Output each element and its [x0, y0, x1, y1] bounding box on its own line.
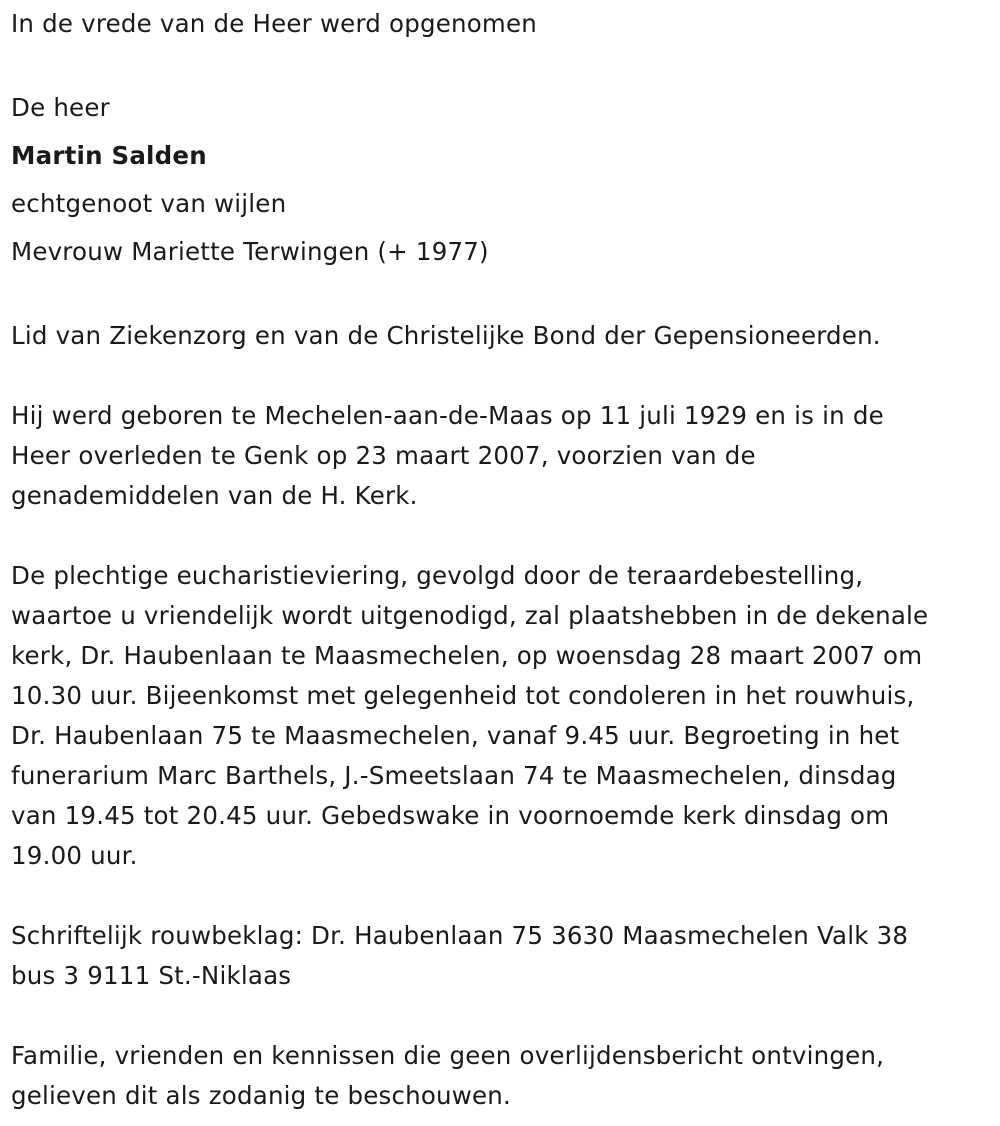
paragraph-line: Hij werd geboren te Mechelen-aan-de-Maas op 11 juli 1929 en is in de — [11, 401, 884, 430]
paragraph-line: genademiddelen van de H. Kerk. — [11, 481, 418, 510]
closing-paragraph — [11, 1036, 991, 1116]
paragraph-line: waartoe u vriendelijk wordt uitgenodigd, zal plaatshebben in de dekenale — [11, 601, 929, 630]
birth-death-paragraph — [11, 396, 991, 516]
paragraph-line: kerk, Dr. Haubenlaan te Maasmechelen, op woensdag 28 maart 2007 om — [11, 641, 923, 670]
paragraph-line: Heer overleden te Genk op 23 maart 2007, voorzien van de — [11, 441, 756, 470]
intro-line: In de vrede van de Heer werd opgenomen — [11, 9, 537, 38]
paragraph-line: Dr. Haubenlaan 75 te Maasmechelen, vanaf 9.45 uur. Begroeting in het — [11, 721, 900, 750]
salutation: De heer — [11, 93, 110, 122]
paragraph-line: 10.30 uur. Bijeenkomst met gelegenheid tot condoleren in het rouwhuis, — [11, 681, 915, 710]
paragraph-line: van 19.45 tot 20.45 uur. Gebedswake in voornoemde kerk dinsdag om — [11, 801, 890, 830]
paragraph-line: gelieven dit als zodanig te beschouwen. — [11, 1081, 512, 1110]
spouse-line: Mevrouw Mariette Terwingen (+ 1977) — [11, 237, 489, 266]
paragraph-line: De plechtige eucharistieviering, gevolgd door de teraardebestelling, — [11, 561, 864, 590]
deceased-name: Martin Salden — [11, 141, 207, 170]
condolence-address-paragraph — [11, 916, 991, 996]
paragraph-line: Familie, vrienden en kennissen die geen overlijdensbericht ontvingen, — [11, 1041, 885, 1070]
death-notice — [11, 4, 991, 1116]
paragraph-line: Schriftelijk rouwbeklag: Dr. Haubenlaan 75 3630 Maasmechelen Valk 38 — [11, 921, 909, 950]
ceremony-paragraph — [11, 556, 991, 876]
relation-line: echtgenoot van wijlen — [11, 189, 287, 218]
paragraph-line: 19.00 uur. — [11, 841, 138, 870]
paragraph-line: bus 3 9111 St.-Niklaas — [11, 961, 292, 990]
membership-line: Lid van Ziekenzorg en van de Christelijke Bond der Gepensioneerden. — [11, 321, 881, 350]
paragraph-line: funerarium Marc Barthels, J.-Smeetslaan 74 te Maasmechelen, dinsdag — [11, 761, 897, 790]
